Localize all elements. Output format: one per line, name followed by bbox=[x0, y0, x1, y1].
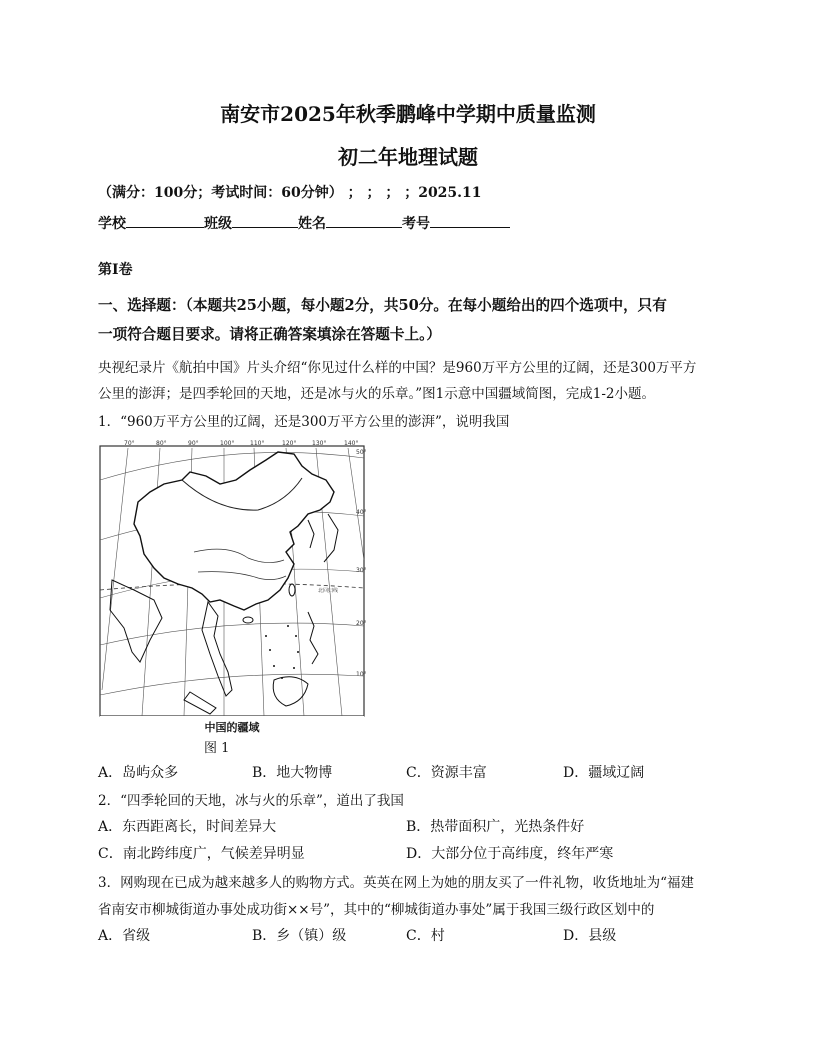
figure-caption: 图 1 bbox=[204, 741, 230, 756]
volume-label: 第Ⅰ卷 bbox=[98, 262, 133, 278]
map-title: 中国的疆域 bbox=[204, 721, 260, 734]
field-school-blank[interactable] bbox=[126, 212, 204, 228]
student-fields bbox=[98, 212, 510, 233]
lon-label-110: 110° bbox=[250, 440, 265, 447]
field-name-label: 姓名 bbox=[298, 216, 326, 232]
field-class-blank[interactable] bbox=[232, 212, 298, 228]
section-heading-line2: 一项符合题目要求。请将正确答案填涂在答题卡上。） bbox=[98, 326, 441, 343]
lat-label-50: 50° bbox=[356, 449, 366, 456]
field-class-label: 班级 bbox=[204, 216, 232, 232]
map-drawing bbox=[98, 440, 366, 742]
lat-label-30: 30° bbox=[356, 567, 366, 574]
lon-label-140: 140° bbox=[344, 440, 359, 447]
lon-label-130: 130° bbox=[312, 440, 327, 447]
question-2-stem: 2．“四季轮回的天地，冰与火的乐章”，道出了我国 bbox=[98, 793, 404, 809]
field-number-blank[interactable] bbox=[430, 212, 510, 228]
exam-info: （满分：100分；考试时间：60分钟） ； ； ； ；2025.11 bbox=[98, 185, 482, 201]
lon-label-90: 90° bbox=[188, 440, 199, 447]
tropic-label: 北回归线 bbox=[318, 588, 339, 594]
lat-label-40: 40° bbox=[356, 509, 366, 516]
china-territory-map bbox=[98, 440, 366, 742]
intro-line2: 公里的澎湃；是四季轮回的天地，还是冰与火的乐章。”图1示意中国疆域简图，完成1-2小题。 bbox=[98, 386, 655, 402]
question-2-option-b[interactable]: B．热带面积广，光热条件好 bbox=[406, 819, 585, 835]
exam-title: 南安市2025年秋季鹏峰中学期中质量监测 bbox=[220, 102, 596, 126]
field-number-label: 考号 bbox=[402, 216, 430, 232]
question-1-option-c[interactable]: C．资源丰富 bbox=[406, 765, 487, 781]
question-2-option-a[interactable]: A．东西距离长，时间差异大 bbox=[98, 819, 277, 835]
question-3-stem-line1: 3．网购现在已成为越来越多人的购物方式。英英在网上为她的朋友买了一件礼物，收货地址为“福建 bbox=[98, 875, 694, 891]
question-3-option-c[interactable]: C．村 bbox=[406, 928, 445, 944]
exam-subtitle: 初二年地理试题 bbox=[338, 145, 478, 169]
intro-line1: 央视纪录片《航拍中国》片头介绍“你见过什么样的中国？是960万平方公里的辽阔，还是300万平方 bbox=[98, 360, 697, 376]
question-1-option-d[interactable]: D．疆域辽阔 bbox=[563, 765, 645, 781]
question-3-option-b[interactable]: B．乡（镇）级 bbox=[252, 928, 347, 944]
lon-label-80: 80° bbox=[156, 440, 167, 447]
lon-label-100: 100° bbox=[220, 440, 235, 447]
question-2-option-d[interactable]: D．大部分位于高纬度，终年严寒 bbox=[406, 846, 614, 862]
question-1-stem: 1．“960万平方公里的辽阔，还是300万平方公里的澎湃”，说明我国 bbox=[98, 414, 510, 430]
question-2-option-c[interactable]: C．南北跨纬度广，气候差异明显 bbox=[98, 846, 305, 862]
question-1-option-a[interactable]: A．岛屿众多 bbox=[98, 765, 179, 781]
lat-label-20: 20° bbox=[356, 620, 366, 627]
question-3-option-a[interactable]: A．省级 bbox=[98, 928, 151, 944]
question-3-stem-line2: 省南安市柳城街道办事处成功街××号”，其中的“柳城街道办事处”属于我国三级行政区划中的 bbox=[98, 902, 655, 918]
lon-label-120: 120° bbox=[282, 440, 297, 447]
section-heading-line1: 一、选择题：（本题共25小题，每小题2分，共50分。在每小题给出的四个选项中，只有 bbox=[98, 297, 667, 314]
question-1-option-b[interactable]: B．地大物博 bbox=[252, 765, 333, 781]
lat-label-10: 10° bbox=[356, 671, 366, 678]
question-3-option-d[interactable]: D．县级 bbox=[563, 928, 617, 944]
lon-label-70: 70° bbox=[124, 440, 135, 447]
field-school-label: 学校 bbox=[98, 216, 126, 232]
field-name-blank[interactable] bbox=[326, 212, 402, 228]
